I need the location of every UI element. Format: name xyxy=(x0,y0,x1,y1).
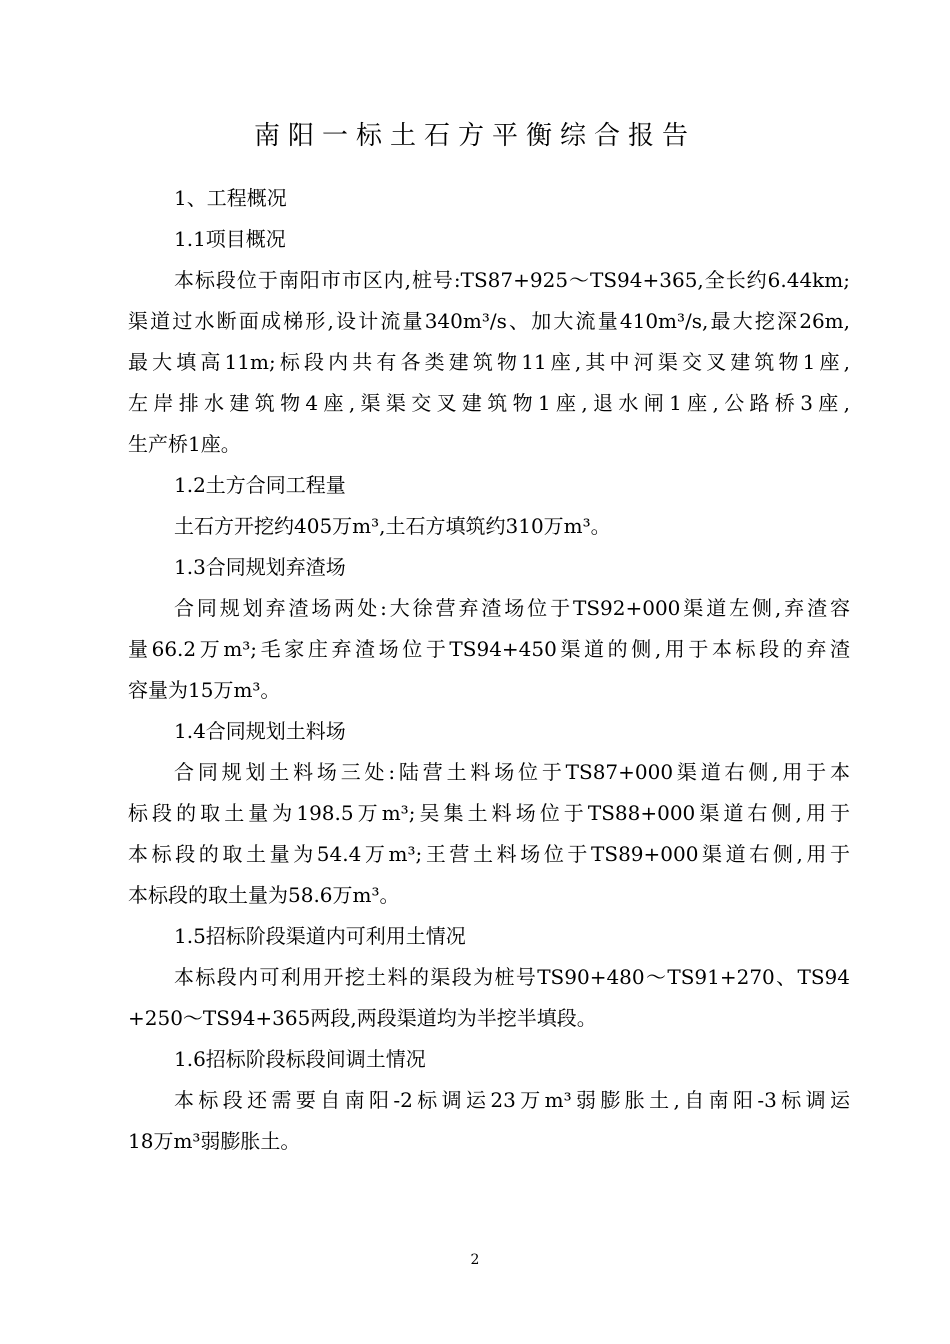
section-heading: 1.2土方合同工程量 xyxy=(174,473,346,497)
page-number: 2 xyxy=(470,1252,480,1268)
paragraph-line: 标段的取土量为198.5万m³;吴集土料场位于TS88+000渠道右侧,用于 xyxy=(128,801,850,825)
section-heading: 1.4合同规划土料场 xyxy=(174,719,346,743)
paragraph-line: 18万m³弱膨胀土。 xyxy=(128,1129,301,1153)
paragraph-line: 本标段还需要自南阳-2标调运23万m³弱膨胀土,自南阳-3标调运 xyxy=(174,1088,850,1112)
section-heading: 1.6招标阶段标段间调土情况 xyxy=(174,1047,426,1071)
paragraph-line: +250～TS94+365两段,两段渠道均为半挖半填段。 xyxy=(128,1006,597,1030)
section-heading: 1.5招标阶段渠道内可利用土情况 xyxy=(174,924,466,948)
paragraph-line: 量66.2万m³;毛家庄弃渣场位于TS94+450渠道的侧,用于本标段的弃渣 xyxy=(128,637,850,661)
paragraph-line: 本标段的取土量为54.4万m³;王营土料场位于TS89+000渠道右侧,用于 xyxy=(128,842,850,866)
paragraph-line: 左岸排水建筑物4座,渠渠交叉建筑物1座,退水闸1座,公路桥3座, xyxy=(128,391,850,415)
paragraph-line: 本标段内可利用开挖土料的渠段为桩号TS90+480～TS91+270、TS94 xyxy=(174,965,850,989)
paragraph-line: 合同规划弃渣场两处:大徐营弃渣场位于TS92+000渠道左侧,弃渣容 xyxy=(174,596,850,620)
paragraph-line: 最大填高11m;标段内共有各类建筑物11座,其中河渠交叉建筑物1座, xyxy=(128,350,850,374)
section-heading: 1.3合同规划弃渣场 xyxy=(174,555,346,579)
paragraph-line: 合同规划土料场三处:陆营土料场位于TS87+000渠道右侧,用于本 xyxy=(174,760,850,784)
section-heading: 1、工程概况 xyxy=(174,186,287,210)
paragraph-line: 本标段的取土量为58.6万m³。 xyxy=(128,883,400,907)
paragraph-line: 容量为15万m³。 xyxy=(128,678,281,702)
paragraph-line: 土石方开挖约405万m³,土石方填筑约310万m³。 xyxy=(174,514,611,538)
paragraph-line: 本标段位于南阳市市区内,桩号:TS87+925～TS94+365,全长约6.44km; xyxy=(174,268,850,292)
report-title: 南阳一标土石方平衡综合报告 xyxy=(253,121,696,151)
paragraph-line: 渠道过水断面成梯形,设计流量340m³/s、加大流量410m³/s,最大挖深26m, xyxy=(128,309,850,333)
paragraph-line: 生产桥1座。 xyxy=(128,432,241,456)
report-body xyxy=(128,178,850,1162)
section-heading: 1.1项目概况 xyxy=(174,227,286,251)
